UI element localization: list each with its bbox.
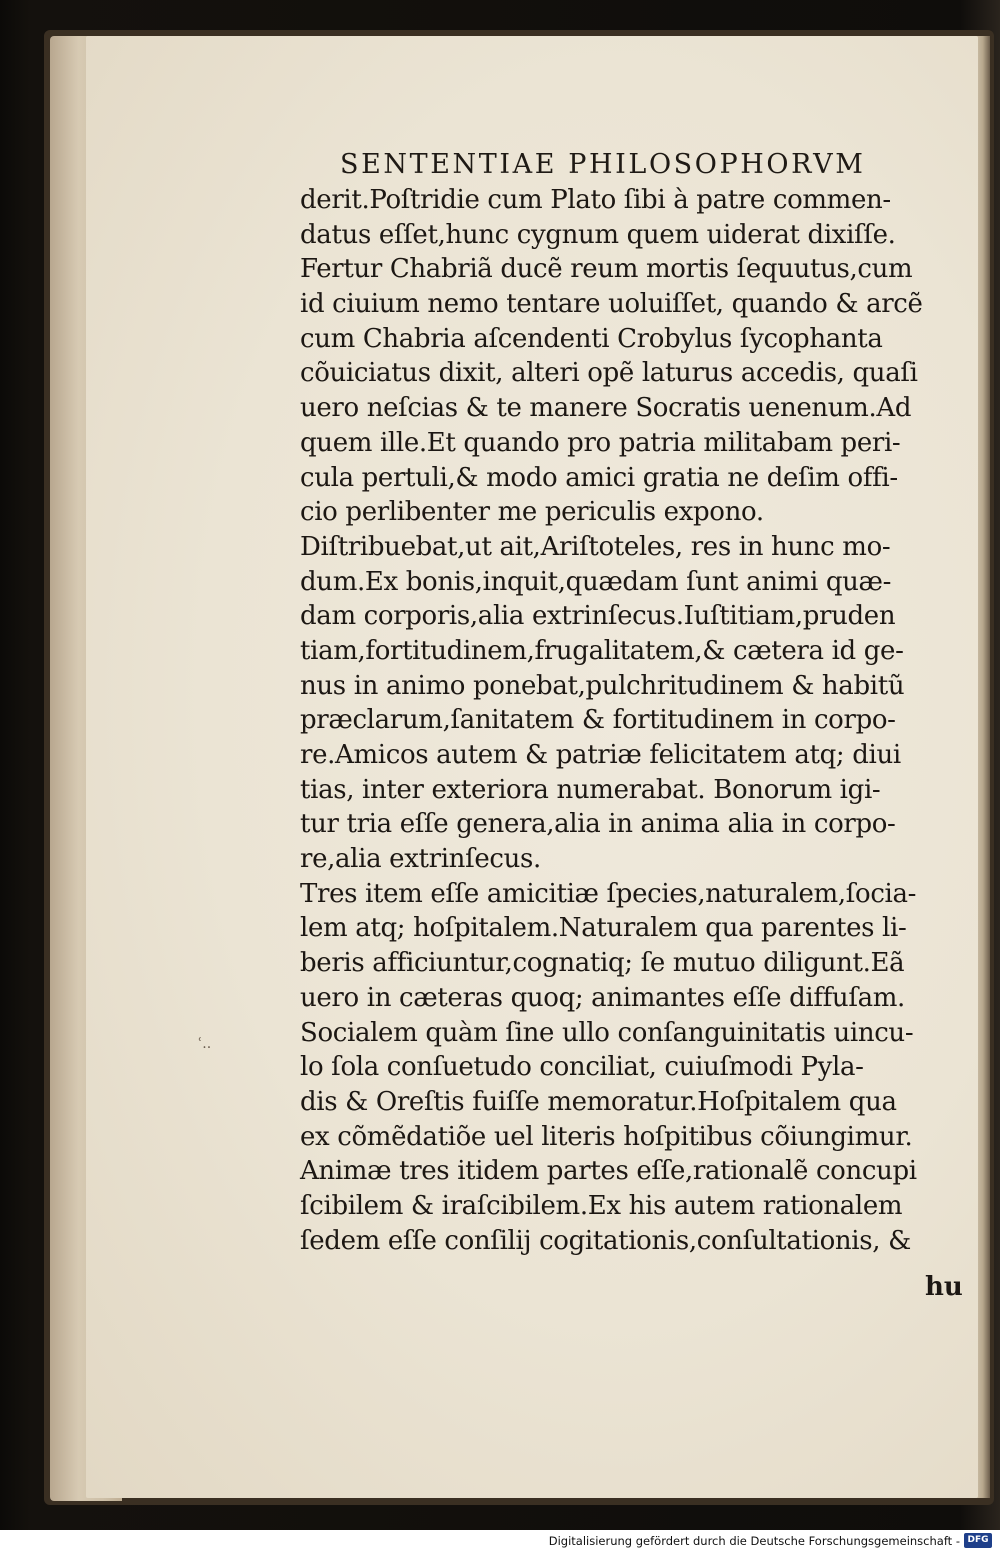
text-line: cum Chabria aſcendenti Crobylus ſycophanta	[300, 323, 883, 354]
text-line: cio perlibenter me periculis expono.	[300, 497, 764, 528]
text-line: cõuiciatus dixit, alteri opẽ laturus accedis, quaſi	[300, 358, 918, 389]
marginal-mark: ʿ..	[198, 1036, 212, 1052]
text-block	[300, 183, 970, 1258]
text-line: præclarum,ſanitatem & fortitudinem in corpo-	[300, 705, 896, 736]
text-line: ſcibilem & iraſcibilem.Ex his autem rationalem	[300, 1190, 903, 1221]
text-line: Fertur Chabriã ducẽ reum mortis ſequutus,cum	[300, 254, 913, 285]
text-line: uero in cæteras quoq; animantes eſſe diffuſam.	[300, 982, 905, 1013]
text-line: dis & Oreſtis fuiſſe memoratur.Hoſpitalem qua	[300, 1086, 897, 1117]
dfg-logo-icon: DFG	[964, 1533, 992, 1548]
text-line: dum.Ex bonis,inquit,quædam ſunt animi quæ-	[300, 566, 892, 597]
text-line: derit.Poſtridie cum Plato ſibi à patre commen-	[300, 185, 891, 215]
text-line: uero neſcias & te manere Socratis uenenum.Ad	[300, 393, 912, 424]
running-head: SENTENTIAE PHILOSOPHORVM	[340, 149, 866, 180]
text-line: nus in animo ponebat,pulchritudinem & habitũ	[300, 670, 905, 701]
text-line: id ciuium nemo tentare uoluiſſet, quando & arcẽ	[300, 289, 923, 320]
text-line: lo ſola conſuetudo conciliat, cuiuſmodi Pyla-	[300, 1052, 864, 1083]
text-line: tiam,fortitudinem,frugalitatem,& cætera id ge-	[300, 635, 904, 666]
text-line: quem ille.Et quando pro patria militabam peri-	[300, 427, 901, 458]
text-line: ſedem eſſe conſilij cogitationis,conſultationis, &	[300, 1225, 911, 1256]
text-line: lem atq; hoſpitalem.Naturalem qua parentes li-	[300, 913, 907, 944]
text-line: Socialem quàm ſine ullo conſanguinitatis uincu-	[300, 1017, 914, 1048]
text-line: beris afficiuntur,cognatiq; ſe mutuo diligunt.Eã	[300, 948, 905, 979]
text-line: tur tria eſſe genera,alia in anima alia in corpo-	[300, 809, 896, 840]
text-line: cula pertuli,& modo amici gratia ne deſim offi-	[300, 462, 898, 493]
text-line: tias, inter exteriora numerabat. Bonorum igi-	[300, 774, 881, 805]
text-line: re.Amicos autem & patriæ felicitatem atq; diui	[300, 740, 901, 770]
text-line: re,alia extrinſecus.	[300, 844, 541, 875]
text-line: Diſtribuebat,ut ait,Ariſtoteles, res in hunc mo-	[300, 531, 891, 562]
catchword: hu	[925, 1272, 963, 1302]
digitization-credit: Digitalisierung gefördert durch die Deutsche Forschungsgemeinschaft -	[548, 1534, 960, 1548]
text-line: ex cõmẽdatiõe uel literis hoſpitibus cõiungimur.	[300, 1121, 913, 1152]
text-line: datus eſſet,hunc cygnum quem uiderat dixiſſe.	[300, 219, 896, 250]
text-line: dam corporis,alia extrinſecus.Iuſtitiam,pruden	[300, 601, 896, 632]
text-line: Animæ tres itidem partes eſſe,rationalẽ concupi	[300, 1156, 917, 1187]
text-line: Tres item eſſe amicitiæ ſpecies,naturalem,ſocia-	[300, 878, 917, 909]
